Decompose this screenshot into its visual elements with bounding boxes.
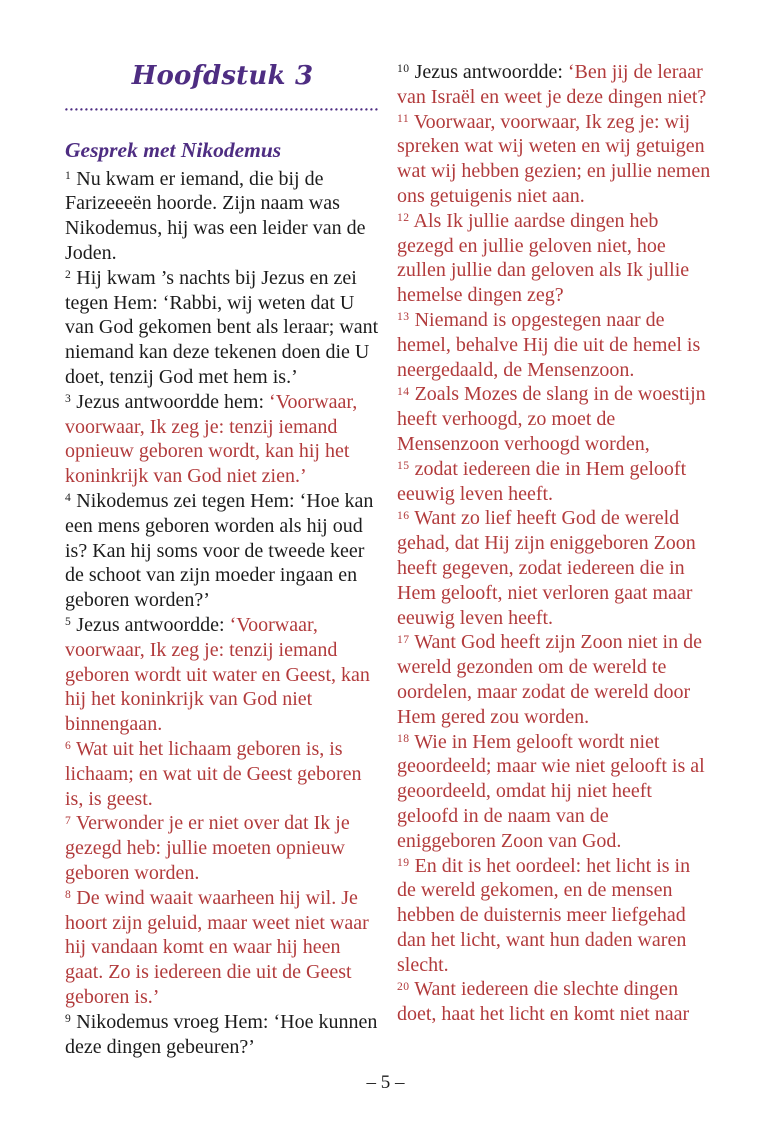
dotted-divider [65, 108, 380, 111]
verse-number: 3 [65, 392, 72, 406]
verse-11 [397, 110, 712, 209]
verse-number: 6 [65, 739, 72, 753]
verse-text: En dit is het oordeel: het licht is in de wereld gekomen, en de mensen hebben de duisternis meer liefgehad dan het licht, want hun daden waren slecht. [397, 854, 691, 976]
verse-number: 20 [397, 979, 410, 993]
verse-number: 2 [65, 268, 72, 282]
verse-text: De wind waait waarheen hij wil. Je hoort zijn geluid, maar weet niet waar hij vandaan komt en waar hij heen gaat. Zo is iedereen die uit de Geest geboren is.’ [65, 886, 369, 1008]
verse-text: Want zo lief heeft God de wereld gehad, dat Hij zijn eniggeboren Zoon heeft gegeven, zodat iedereen die in Hem gelooft, niet verloren gaat maar eeuwig leven heeft. [397, 507, 696, 629]
verse-text: Wat uit het lichaam geboren is, is lichaam; en wat uit de Geest geboren is, is geest. [65, 738, 362, 810]
verses-left [65, 167, 380, 1060]
verse-17 [397, 630, 712, 729]
verse-number: 11 [397, 112, 410, 126]
section-heading: Gesprek met Nikodemus [65, 137, 282, 162]
verse-3 [65, 390, 380, 489]
left-column [65, 60, 380, 1059]
verse-text: Nikodemus zei tegen Hem: ‘Hoe kan een mens geboren worden als hij oud is? Kan hij soms voor de tweede keer de schoot van zijn moeder ingaan en geboren worden?’ [65, 490, 374, 612]
verse-5 [65, 613, 380, 737]
verse-text: Wie in Hem gelooft wordt niet geoordeeld; maar wie niet gelooft is al geoordeeld, omdat hij niet heeft geloofd in de naam van de eniggeboren Zoon van God. [397, 730, 705, 852]
verse-13 [397, 308, 712, 382]
verses-right [397, 60, 712, 1027]
verse-4 [65, 489, 380, 613]
verse-number: 16 [397, 508, 410, 522]
verse-text: ‘Voorwaar, voorwaar, Ik zeg je: tenzij iemand opnieuw geboren wordt, kan hij het koninkrijk van God niet zien.’ [65, 390, 358, 488]
verse-2 [65, 266, 380, 390]
verse-text: Voorwaar, voorwaar, Ik zeg je: wij spreken wat wij weten en wij getuigen wat wij hebben gezien; en jullie nemen ons getuigenis niet aan. [397, 110, 711, 207]
verse-text: Niemand is opgestegen naar de hemel, behalve Hij die uit de hemel is neergedaald, de Mensenzoon. [397, 308, 701, 381]
verse-number: 8 [65, 888, 72, 902]
verse-6 [65, 737, 380, 811]
verse-8 [65, 886, 380, 1010]
verse-number: 19 [397, 855, 410, 869]
verse-number: 17 [397, 632, 410, 646]
verse-18 [397, 730, 712, 854]
verse-number: 9 [65, 1012, 72, 1026]
verse-text: Nikodemus vroeg Hem: ‘Hoe kunnen deze dingen gebeuren?’ [65, 1010, 378, 1058]
verse-number: 5 [65, 615, 72, 629]
verse-1 [65, 167, 380, 266]
verse-19 [397, 854, 712, 978]
verse-text: zodat iedereen die in Hem gelooft eeuwig leven heeft. [397, 457, 687, 505]
page-number: – 5 – [366, 1072, 405, 1093]
verse-text: Nu kwam er iemand, die bij de Farizeeeën hoorde. Zijn naam was Nikodemus, hij was een leider van de Joden. [65, 167, 366, 265]
verse-text: Want God heeft zijn Zoon niet in de wereld gezonden om de wereld te oordelen, maar zodat de wereld door Hem gered zou worden. [397, 631, 702, 728]
right-column [397, 60, 712, 1059]
verse-text: Zoals Mozes de slang in de woestijn heeft verhoogd, zo moet de Mensenzoon verhoogd worden, [397, 383, 706, 455]
verse-text: Jezus antwoordde hem: [76, 390, 270, 413]
verse-number: 7 [65, 813, 72, 827]
text-columns [65, 60, 712, 1059]
verse-number: 10 [397, 62, 410, 76]
verse-number: 1 [65, 169, 72, 183]
verse-number: 13 [397, 310, 410, 324]
verse-number: 18 [397, 731, 410, 745]
verse-number: 4 [65, 491, 72, 505]
verse-14 [397, 382, 712, 456]
verse-text: Verwonder je er niet over dat Ik je gezegd heb: jullie moeten opnieuw geboren worden. [65, 812, 350, 884]
verse-10 [397, 60, 712, 110]
chapter-title: Hoofdstuk 3 [131, 61, 314, 91]
verse-text: Als Ik jullie aardse dingen heb gezegd en jullie geloven niet, hoe zullen jullie dan geloven als Ik jullie hemelse dingen zeg? [397, 209, 690, 307]
verse-text: ‘Voorwaar, voorwaar, Ik zeg je: tenzij iemand geboren wordt uit water en Geest, kan hij het koninkrijk van God niet binnengaan. [65, 614, 370, 736]
verse-text: Jezus antwoordde: [76, 614, 230, 637]
verse-text: Want iedereen die slechte dingen doet, haat het licht en komt niet naar [397, 978, 690, 1026]
verse-number: 14 [397, 384, 410, 398]
verse-12 [397, 209, 712, 308]
verse-20 [397, 977, 712, 1027]
verse-number: 15 [397, 459, 410, 473]
verse-7 [65, 811, 380, 885]
verse-text: Jezus antwoordde: [414, 61, 568, 83]
verse-9 [65, 1010, 380, 1060]
verse-text: Hij kwam ’s nachts bij Jezus en zei tegen Hem: ‘Rabbi, wij weten dat U van God gekomen bent als leraar; want niemand kan deze tekenen doen die U doet, tenzij God met hem is.’ [65, 266, 379, 389]
verse-number: 12 [397, 211, 410, 225]
verse-16 [397, 506, 712, 630]
verse-15 [397, 457, 712, 507]
verse-text: ‘Ben jij de leraar van Israël en weet je deze dingen niet? [397, 61, 707, 108]
